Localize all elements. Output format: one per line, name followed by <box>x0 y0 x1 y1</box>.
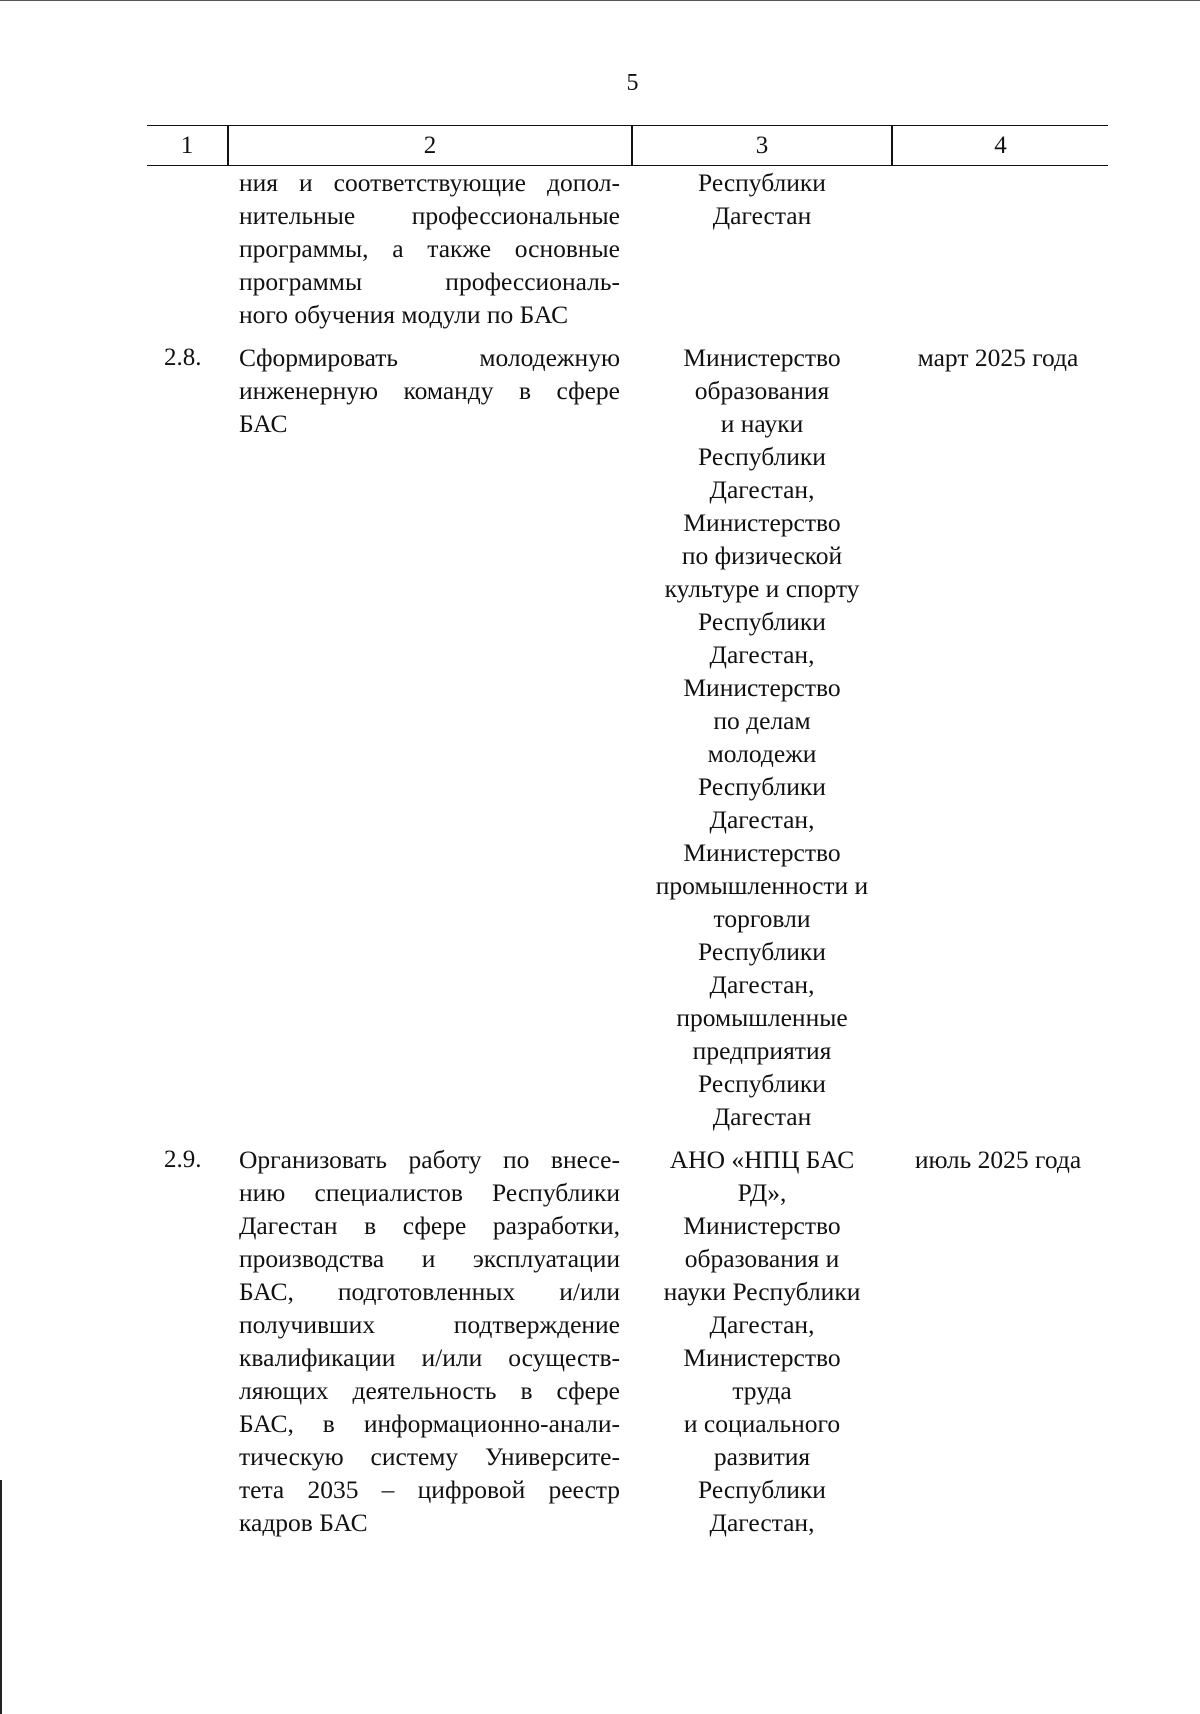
responsible-line: Республики <box>698 772 826 801</box>
header-col-4: 4 <box>994 132 1007 159</box>
responsible-line: Министерство <box>683 1211 841 1240</box>
responsible-line: Министерство <box>683 1343 841 1372</box>
table-header <box>147 125 1108 166</box>
task-line: тическую систему Университе- <box>239 1442 620 1471</box>
header-col-3: 3 <box>755 132 769 159</box>
row-number: 2.9. <box>164 1146 202 1173</box>
responsible-line: РД», <box>737 1178 787 1207</box>
task-cell <box>239 1143 620 1539</box>
task-line: тета 2035 – цифровой реестр <box>239 1475 620 1504</box>
responsible-line: Дагестан, <box>709 805 815 834</box>
task-cell <box>239 166 620 331</box>
responsible-line: Дагестан <box>712 201 812 230</box>
row-number: 2.8. <box>164 344 202 371</box>
responsible-line: по делам <box>713 706 811 735</box>
responsible-line: Министерство <box>683 343 841 372</box>
task-line: БАС, в информационно-анали- <box>239 1409 620 1438</box>
responsible-line: Республики <box>698 1475 826 1504</box>
task-line: ного обучения модули по БАС <box>239 300 569 329</box>
task-line: Сформировать молодежную <box>239 343 620 372</box>
task-cell <box>239 341 620 440</box>
responsible-line: Дагестан <box>712 1102 812 1131</box>
responsible-cell <box>633 341 891 1133</box>
responsible-line: образования <box>694 376 830 405</box>
responsible-line: молодежи <box>707 739 817 768</box>
responsible-cell <box>633 166 891 232</box>
responsible-line: Республики <box>698 607 826 636</box>
responsible-line: Дагестан, <box>709 640 815 669</box>
responsible-cell <box>633 1143 891 1539</box>
deadline-cell: март 2025 года <box>917 343 1079 372</box>
task-line: программы профессиональ- <box>239 267 620 296</box>
task-line: нительные профессиональные <box>239 201 620 230</box>
task-line: производства и эксплуатации <box>239 1244 620 1273</box>
responsible-line: образования и <box>684 1244 840 1273</box>
responsible-line: и социального <box>683 1409 841 1438</box>
responsible-line: Министерство <box>683 838 841 867</box>
task-line: ляющих деятельность в сфере <box>239 1376 620 1405</box>
responsible-line: культуре и спорту <box>664 574 860 603</box>
responsible-line: Республики <box>698 1069 826 1098</box>
responsible-line: промышленности и <box>655 871 869 900</box>
task-line: Дагестан в сфере разработки, <box>239 1211 620 1240</box>
responsible-line: Дагестан, <box>709 1508 815 1537</box>
task-line: получивших подтверждение <box>239 1310 620 1339</box>
responsible-line: Дагестан, <box>709 970 815 999</box>
responsible-line: АНО «НПЦ БАС <box>669 1145 855 1174</box>
responsible-line: торговли <box>713 904 811 933</box>
header-col-1: 1 <box>180 132 194 159</box>
responsible-line: предприятия <box>692 1036 832 1065</box>
page-number: 5 <box>626 70 639 96</box>
header-col-2: 2 <box>423 132 437 159</box>
responsible-line: промышленные <box>676 1003 848 1032</box>
scan-top-edge <box>0 0 1200 1</box>
responsible-line: Дагестан, <box>709 475 815 504</box>
deadline-cell: июль 2025 года <box>914 1145 1082 1174</box>
task-line: инженерную команду в сфере <box>239 376 620 405</box>
scan-left-edge <box>0 1480 2 1714</box>
task-line: квалификации и/или осуществ- <box>239 1343 620 1372</box>
task-line: Организовать работу по внесе- <box>239 1145 620 1174</box>
responsible-line: труда <box>732 1376 792 1405</box>
responsible-line: Республики <box>698 442 826 471</box>
task-line: нию специалистов Республики <box>239 1178 620 1207</box>
responsible-line: Дагестан, <box>709 1310 815 1339</box>
responsible-line: Министерство <box>683 508 841 537</box>
task-line: кадров БАС <box>239 1508 368 1537</box>
responsible-line: Республики <box>698 168 826 197</box>
task-line: программы, а также основные <box>239 234 620 263</box>
task-line: ния и соответствующие допол- <box>239 168 620 197</box>
task-line: БАС, подготовленных и/или <box>239 1277 620 1306</box>
responsible-line: науки Республики <box>663 1277 861 1306</box>
responsible-line: по физической <box>681 541 843 570</box>
responsible-line: и науки <box>720 409 804 438</box>
responsible-line: Министерство <box>683 673 841 702</box>
responsible-line: развития <box>713 1442 811 1471</box>
task-line: БАС <box>239 409 288 438</box>
responsible-line: Республики <box>698 937 826 966</box>
